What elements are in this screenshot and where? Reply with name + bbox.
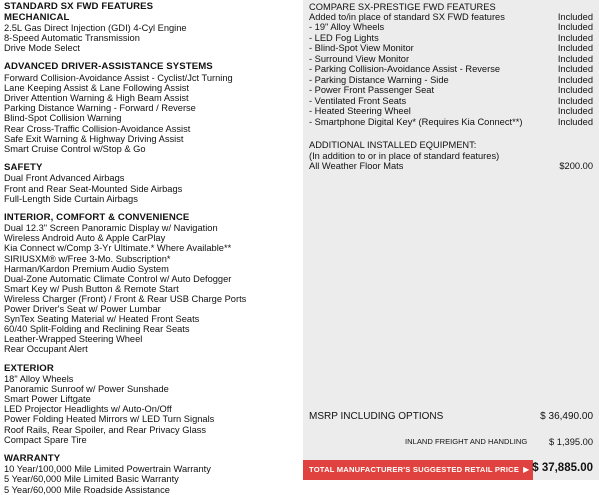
standard-features-column (4, 1, 300, 495)
section-heading: ADVANCED DRIVER-ASSISTANCE SYSTEMS (4, 61, 213, 73)
feature-line: Leather-Wrapped Steering Wheel (4, 334, 143, 345)
option-row (309, 64, 593, 75)
option-value: Included (557, 53, 593, 64)
feature-line: Dual 12.3" Screen Panoramic Display w/ Navigation (4, 223, 218, 234)
feature-line: Smart Power Liftgate (4, 394, 91, 405)
compare-features-column (303, 0, 599, 480)
feature-line: LED Projector Headlights w/ Auto-On/Off (4, 404, 172, 415)
option-value: Included (557, 43, 593, 53)
total-msrp-banner (303, 460, 533, 480)
option-value: Included (557, 85, 593, 95)
feature-line: 5 Year/60,000 Mile Limited Basic Warranty (4, 474, 179, 485)
feature-line: Dual-Zone Automatic Climate Control w/ Auto Defogger (4, 273, 232, 284)
feature-line: Rear Cross-Traffic Collision-Avoidance Assist (4, 123, 191, 134)
additional-item-row (309, 161, 593, 172)
feature-line: Wireless Charger (Front) / Front & Rear USB Charge Ports (4, 293, 247, 304)
option-value: Included (557, 22, 593, 32)
option-value: Included (557, 32, 593, 43)
option-row (309, 85, 593, 96)
option-row (309, 43, 593, 54)
feature-line: 10 Year/100,000 Mile Limited Powertrain Warranty (4, 464, 211, 475)
section-interior (4, 213, 300, 355)
option-label: - Blind-Spot View Monitor (309, 43, 414, 53)
additional-sub-row (309, 151, 593, 162)
feature-line: Harman/Kardon Premium Audio System (4, 263, 169, 274)
additional-item-label: All Weather Floor Mats (309, 161, 404, 171)
option-label: - Surround View Monitor (309, 53, 410, 64)
feature-line: Driver Attention Warning & High Beam Assist (4, 93, 189, 104)
option-label: - LED Fog Lights (309, 32, 379, 43)
option-value: Included (557, 74, 593, 85)
feature-line: 2.5L Gas Direct Injection (GDI) 4-Cyl Engine (4, 23, 187, 34)
feature-line: 18" Alloy Wheels (4, 374, 74, 385)
arrow-right-icon: ▶ (523, 464, 530, 474)
msrp-label: MSRP INCLUDING OPTIONS (309, 411, 444, 422)
feature-line: Compact Spare Tire (4, 434, 87, 445)
msrp-value: $ 36,490.00 (540, 411, 593, 422)
feature-line: Power Folding Heated Mirrors w/ LED Turn Signals (4, 414, 215, 425)
feature-line: Panoramic Sunroof w/ Power Sunshade (4, 384, 169, 395)
option-row (309, 75, 593, 86)
feature-line: Parking Distance Warning - Forward / Reverse (4, 103, 196, 114)
feature-line: Dual Front Advanced Airbags (4, 173, 125, 184)
feature-line: Lane Keeping Assist & Lane Following Assist (4, 83, 190, 94)
feature-line: 60/40 Split-Folding and Reclining Rear Seats (4, 324, 190, 335)
freight-label: INLAND FREIGHT AND HANDLING (405, 437, 528, 446)
additional-title-row (309, 140, 593, 151)
option-label: - 19" Alloy Wheels (309, 22, 385, 32)
total-msrp-label: TOTAL MANUFACTURER'S SUGGESTED RETAIL PRICE (309, 464, 520, 474)
feature-line: Power Driver's Seat w/ Power Lumbar (4, 304, 161, 315)
feature-line: Rear Occupant Alert (4, 344, 88, 355)
feature-line: Wireless Android Auto & Apple CarPlay (4, 233, 166, 244)
feature-line: Safe Exit Warning & Highway Driving Assist (4, 133, 184, 144)
additional-item-value: $200.00 (559, 161, 593, 171)
option-label: - Ventilated Front Seats (309, 95, 407, 106)
feature-line: SynTex Seating Material w/ Heated Front Seats (4, 314, 200, 325)
option-row (309, 96, 593, 107)
feature-line: Blind-Spot Collision Warning (4, 113, 122, 124)
feature-line: Full-Length Side Curtain Airbags (4, 193, 138, 204)
section-heading: INTERIOR, COMFORT & CONVENIENCE (4, 211, 190, 223)
option-label: - Parking Distance Warning - Side (309, 74, 449, 85)
freight-row (309, 437, 593, 448)
additional-title: ADDITIONAL INSTALLED EQUIPMENT: (309, 140, 477, 150)
option-value: Included (557, 64, 593, 74)
option-label: - Power Front Passenger Seat (309, 85, 435, 95)
msrp-row (309, 412, 593, 423)
section-heading: EXTERIOR (4, 362, 54, 374)
option-value: Included (557, 116, 593, 127)
feature-line: Smart Key w/ Push Button & Remote Start (4, 283, 179, 294)
option-row (309, 33, 593, 44)
section-mechanical (4, 13, 300, 54)
section-exterior (4, 364, 300, 445)
feature-line: Forward Collision-Avoidance Assist - Cyclist/Jct Turning (4, 73, 233, 84)
feature-line: Drive Mode Select (4, 43, 80, 54)
option-value: Included (557, 95, 593, 106)
section-heading: WARRANTY (4, 452, 61, 464)
section-heading: SAFETY (4, 161, 43, 173)
feature-line: Smart Cruise Control w/Stop & Go (4, 143, 146, 154)
freight-value: $ 1,395.00 (549, 437, 593, 447)
option-row (309, 106, 593, 117)
option-row (309, 54, 593, 65)
option-value: Included (557, 106, 593, 116)
total-msrp-value: $ 37,885.00 (532, 462, 593, 474)
feature-line: 8-Speed Automatic Transmission (4, 33, 140, 44)
compare-intro: Added to/in place of standard SX FWD features (309, 12, 505, 22)
option-label: - Parking Collision-Avoidance Assist - Reverse (309, 64, 501, 74)
option-row (309, 22, 593, 33)
standard-features-title: STANDARD SX FWD FEATURES (4, 1, 154, 12)
feature-line: Roof Rails, Rear Spoiler, and Rear Privacy Glass (4, 424, 207, 435)
section-warranty (4, 454, 300, 495)
option-label: - Smartphone Digital Key* (Requires Kia Connect**) (309, 116, 523, 127)
option-row (309, 117, 593, 128)
section-adas (4, 62, 300, 153)
feature-line: Front and Rear Seat-Mounted Side Airbags (4, 183, 183, 194)
compare-intro-value: Included (557, 12, 593, 22)
feature-line: SIRIUSXM® w/Free 3-Mo. Subscription* (4, 253, 171, 264)
option-label: - Heated Steering Wheel (309, 106, 411, 116)
feature-line: 5 Year/60,000 Mile Roadside Assistance (4, 484, 170, 495)
additional-subtitle: (In addition to or in place of standard features) (309, 150, 500, 161)
section-safety (4, 163, 300, 204)
section-heading: MECHANICAL (4, 11, 70, 23)
compare-title: COMPARE SX-PRESTIGE FWD FEATURES (309, 2, 496, 12)
feature-line: Kia Connect w/Comp 3-Yr Ultimate.* Where Available** (4, 243, 232, 254)
